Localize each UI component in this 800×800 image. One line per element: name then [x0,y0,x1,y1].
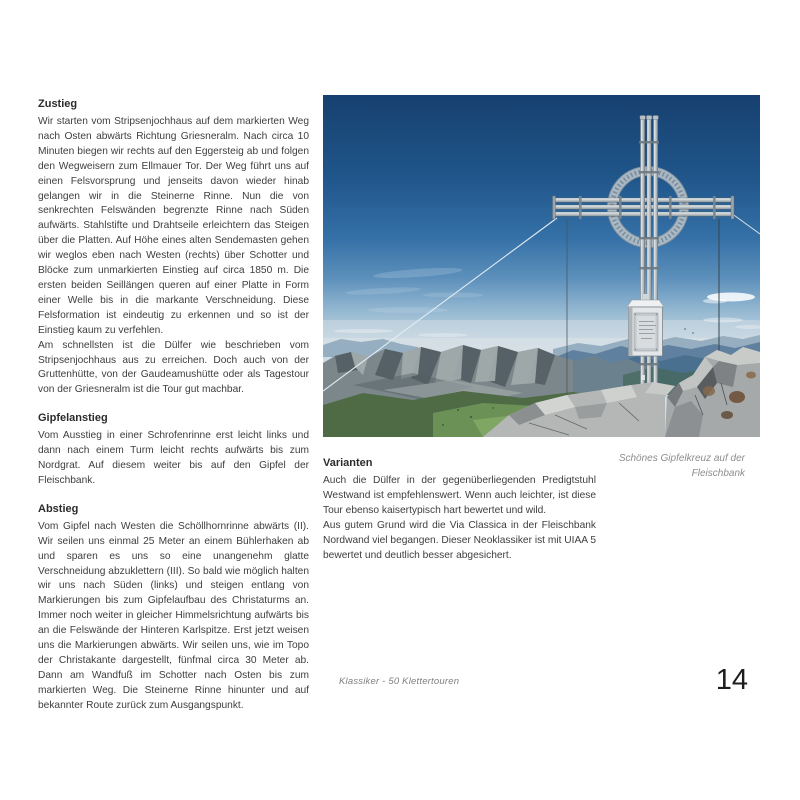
section-abstieg [38,502,309,714]
cross-post [639,116,659,411]
section-paragraph: Vom Gipfel nach Westen die Schöllhornrinne abwärts (II). Wir seilen uns einmal 25 Meter an einem Bühlerhaken ab und sparen es uns so eine unangenehm glatte Verschneidung abzuklettern (III). So bald wie möglich halten wir uns nach Süden (links) und steigen entlang von Markierungen bis zum Gipfelaufbau des Christaturms an. Immer noch weiter in gleicher Himmelsrichtung aufwärts bis an die Felswände der Hinteren Karlspitze. Erst jetzt weisen uns die Markierungen abwärts. Wir seilen uns, wie im Topo der Christakante dargestellt, fünfmal circa 30 Meter ab. Dann am Wandfuß im Schotter nach Osten bis zum markierten Weg. Die Steinerne Rinne hinunter und auf bekannter Route zurück zum Ausgangspunkt. [38,520,309,711]
page-number: 14 [715,664,748,696]
section-varianten [323,456,596,563]
section-gipfelanstieg [38,411,309,489]
section-paragraph: Auch die Dülfer in der gegenüberliegenden Predigtstuhl Westwand ist empfehlenswert. Wenn auch leichter, ist diese Tour ebenso kaisertypisch hart bewertet und wild. [323,475,596,516]
summit-cross-photo [323,95,760,437]
left-column [38,97,309,714]
footer-book-title: Klassiker - 50 Klettertouren [339,676,460,687]
section-heading-zustieg: Zustieg [38,98,78,110]
photo-caption: Schönes Gipfelkreuz auf der Fleischbank [618,453,745,479]
section-heading-varianten: Varianten [323,457,373,469]
summit-register-box [627,294,664,356]
section-heading-gipfelanstieg: Gipfelanstieg [38,412,108,425]
section-paragraph: Am schnellsten ist die Dülfer wie beschrieben vom Stripsenjochhaus aus zu erreichen. Doch auch von der Gruttenhütte, von der Gaudeamushütte oder als Tagestour von der Griesneralm ist die Tour gut machbar. [38,339,309,396]
section-heading-abstieg: Abstieg [38,502,79,515]
section-paragraph: Wir starten vom Stripsenjochhaus auf dem markierten Weg nach Osten abwärts Richtung Griesneralm. Nach circa 10 Minuten biegen wir rechts auf den Eggersteig ab und folgen den Wegweisern zum Ellmauer Tor. Der Weg führt uns auf einen Felsvorsprung und jenseits davon wieder hinab gelangen wir in die Steinerne Rinne. Nun die von senkrechten Felswänden begrenzte Rinne nach Süden aufwärts. Stahlstifte und Drahtseile erleichtern das Steigen über die Platten. Auf Höhe eines alten Sendemasten gehen wir weglos eben nach Westen (rechts) über Schotter und Blöcke zum unmarkierten Einstieg auf circa 1850 m. Die ersten beiden Seillängen queren auf einer Platte in Form einer Welle bis in die markante Verschneidung. Diese Felsformation ist eindeutig zu erkennen und so ist der Einstieg kaum zu verfehlen. [38,116,309,336]
section-zustieg [38,97,309,398]
photo-scene [323,95,760,437]
section-paragraph: Aus gutem Grund wird die Via Classica in der Fleischbank Nordwand viel begangen. Dieser Neoklassiker ist mit UIAA 5 bewertet und deutlich besser abgesichert. [323,519,596,561]
section-paragraph: Vom Ausstieg in einer Schrofenrinne erst leicht links und dann nach einem Turm leicht rechts aufwärts bis zum Nordgrat. Auf diesem weiter bis auf den Gipfel der Fleischbank. [38,430,309,486]
